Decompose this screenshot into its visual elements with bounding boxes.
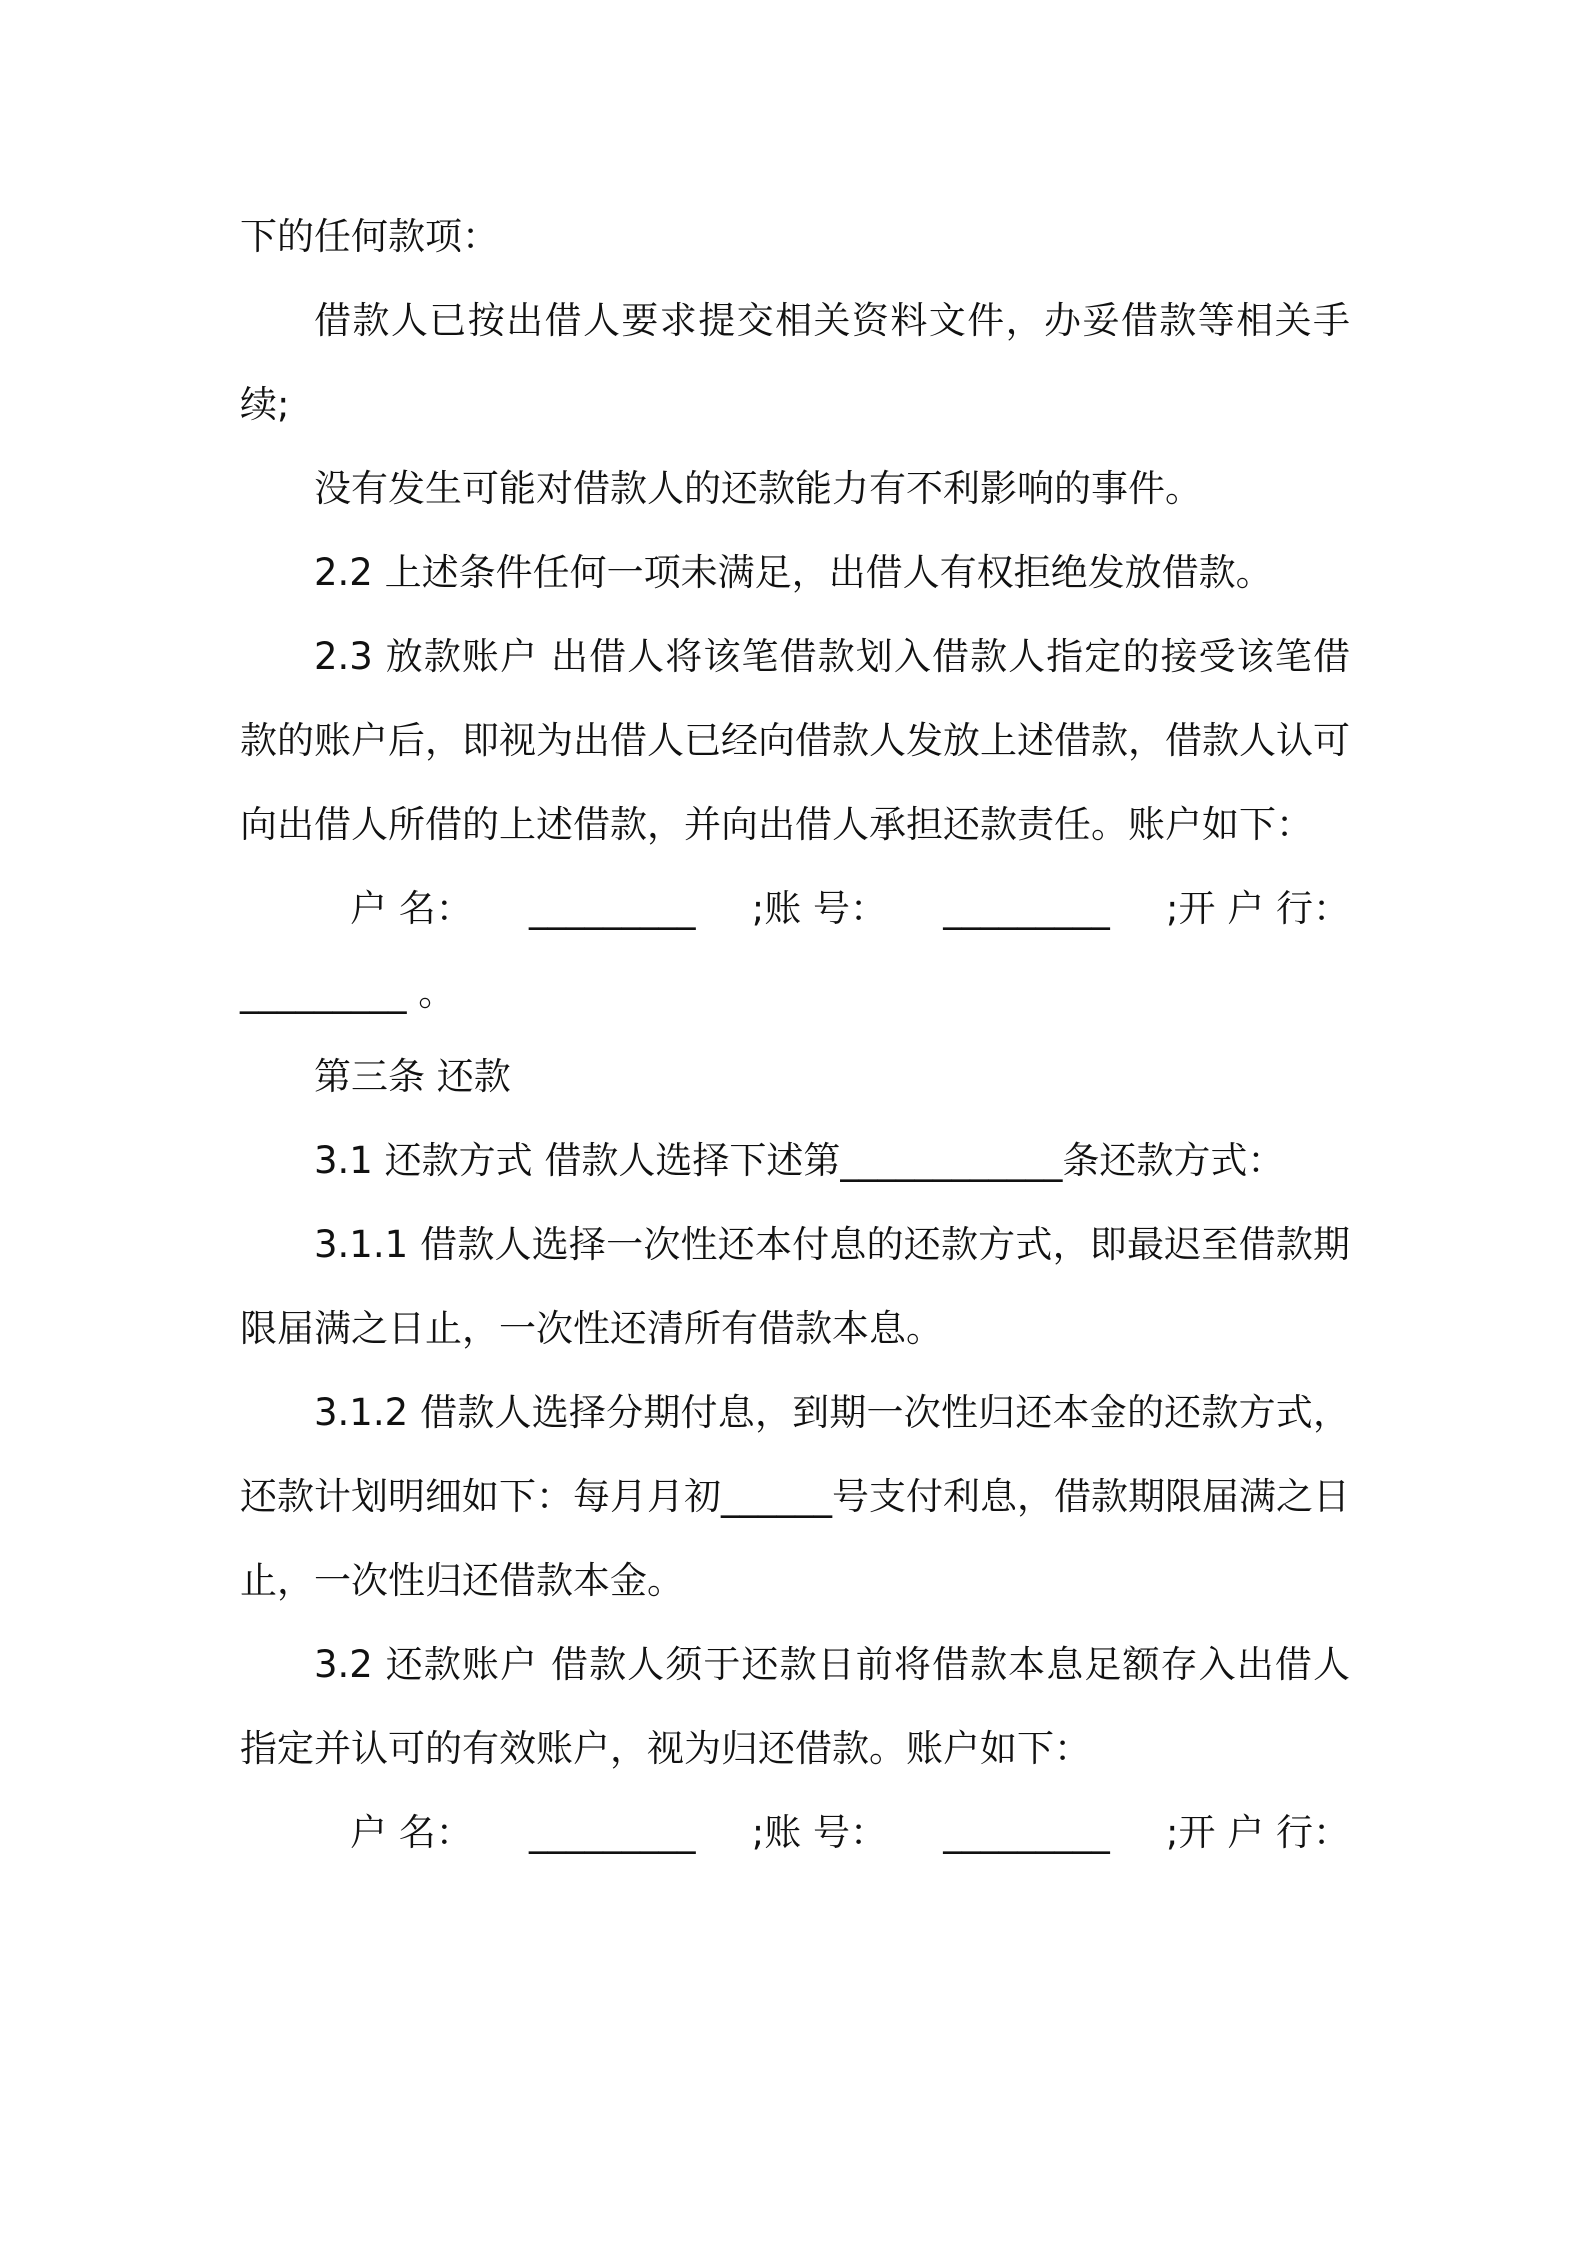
paragraph-clause-2-3: 2.3 放款账户 出借人将该笔借款划入借款人指定的接受该笔借款的账户后，即视为出借人已经向借款人发放上述借款，借款人认可向出借人所借的上述借款，并向出借人承担还款责任。账户如下： (240, 635, 1350, 846)
account-name-label: 户 名： (350, 887, 473, 930)
account-number-blank: _________ (943, 1811, 1110, 1854)
paragraph-clause-3-1-1: 3.1.1 借款人选择一次性还本付息的还款方式，即最迟至借款期限届满之日止，一次性还清所有借款本息。 (240, 1223, 1350, 1350)
account-line-end: 。 (406, 971, 456, 1014)
paragraph-documents-submitted: 借款人已按出借人要求提交相关资料文件，办妥借款等相关手续; (240, 299, 1350, 426)
account-name-label: 户 名： (350, 1811, 473, 1854)
account-name-blank: _________ (529, 1811, 696, 1854)
paragraph-no-adverse-event: 没有发生可能对借款人的还款能力有不利影响的事件。 (314, 467, 1202, 510)
paragraph-clause-3-2: 3.2 还款账户 借款人须于还款日前将借款本息足额存入出借人指定并认可的有效账户，视为归还借款。账户如下： (240, 1643, 1350, 1770)
account-name-blank: _________ (529, 887, 696, 930)
paragraph-clause-2-2: 2.2 上述条件任何一项未满足，出借人有权拒绝发放借款。 (314, 551, 1273, 594)
account-number-blank: _________ (943, 887, 1110, 930)
account-number-label: ;账 号： (751, 887, 887, 930)
account-bank-label: ;开 户 行： (1166, 1811, 1350, 1854)
document-body (240, 195, 1350, 1875)
account-bank-label: ;开 户 行： (1166, 887, 1350, 930)
account-line-repayment (240, 1791, 1350, 1875)
account-number-label: ;账 号： (751, 1811, 887, 1854)
section-heading-article-3: 第三条 还款 (314, 1055, 511, 1098)
account-bank-line (240, 951, 1350, 1035)
paragraph-continuation: 下的任何款项： (240, 215, 499, 258)
paragraph-clause-3-1-2: 3.1.2 借款人选择分期付息，到期一次性归还本金的还款方式，还款计划明细如下：每月月初______号支付利息，借款期限届满之日止，一次性归还借款本金。 (240, 1391, 1350, 1602)
account-line-disbursement (240, 867, 1350, 951)
paragraph-clause-3-1: 3.1 还款方式 借款人选择下述第____________条还款方式： (314, 1139, 1285, 1182)
account-bank-blank: _________ (240, 971, 407, 1014)
